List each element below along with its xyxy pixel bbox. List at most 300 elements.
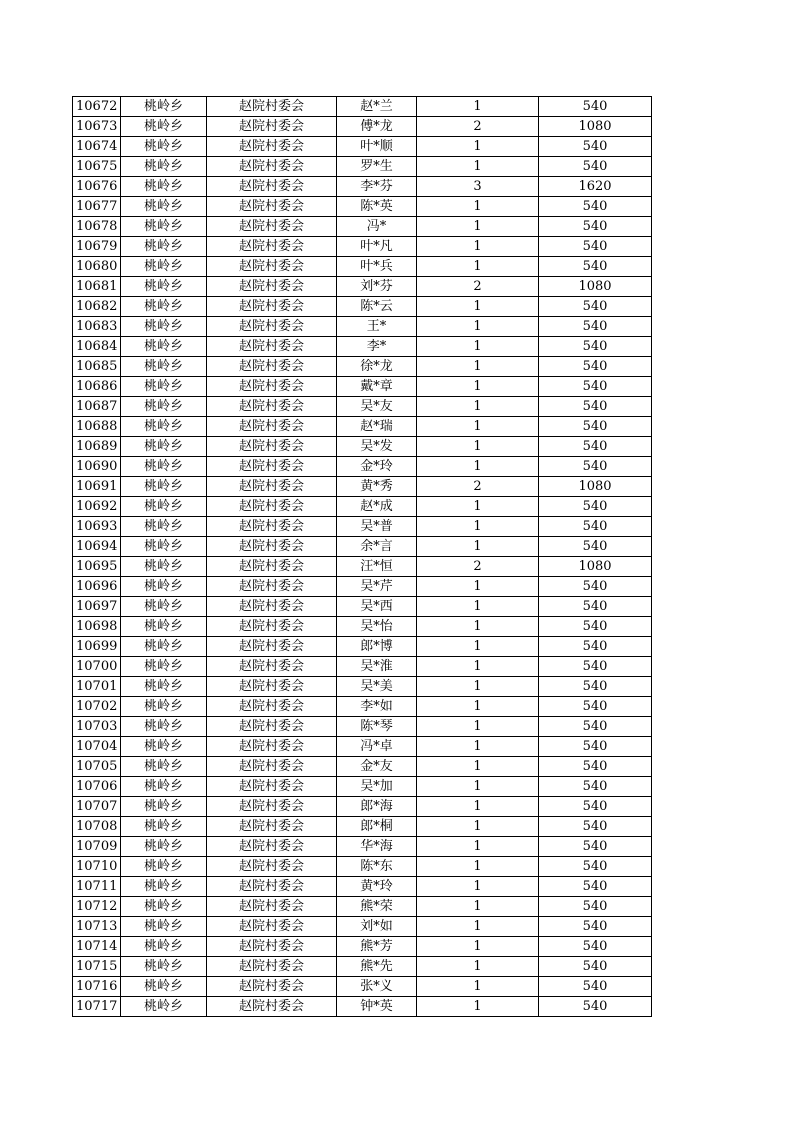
- village-committee-cell: 赵院村委会: [207, 317, 337, 337]
- table-row: [73, 97, 652, 117]
- township-cell: 桃岭乡: [121, 757, 207, 777]
- record-id-cell: 10694: [73, 537, 121, 557]
- table-row: [73, 857, 652, 877]
- amount-cell: 540: [539, 957, 652, 977]
- village-committee-cell: 赵院村委会: [207, 897, 337, 917]
- township-cell: 桃岭乡: [121, 257, 207, 277]
- township-cell: 桃岭乡: [121, 897, 207, 917]
- table-row: [73, 417, 652, 437]
- table-row: [73, 377, 652, 397]
- household-count-cell: 1: [417, 257, 539, 277]
- amount-cell: 540: [539, 417, 652, 437]
- table-row: [73, 117, 652, 137]
- township-cell: 桃岭乡: [121, 777, 207, 797]
- household-count-cell: 1: [417, 137, 539, 157]
- table-row: [73, 497, 652, 517]
- person-name-cell: 徐*龙: [337, 357, 417, 377]
- table-row: [73, 317, 652, 337]
- township-cell: 桃岭乡: [121, 377, 207, 397]
- village-committee-cell: 赵院村委会: [207, 397, 337, 417]
- village-committee-cell: 赵院村委会: [207, 937, 337, 957]
- amount-cell: 540: [539, 977, 652, 997]
- record-id-cell: 10697: [73, 597, 121, 617]
- village-committee-cell: 赵院村委会: [207, 357, 337, 377]
- township-cell: 桃岭乡: [121, 317, 207, 337]
- person-name-cell: 郎*海: [337, 797, 417, 817]
- household-count-cell: 1: [417, 317, 539, 337]
- household-count-cell: 2: [417, 277, 539, 297]
- village-committee-cell: 赵院村委会: [207, 917, 337, 937]
- village-committee-cell: 赵院村委会: [207, 557, 337, 577]
- record-id-cell: 10696: [73, 577, 121, 597]
- household-count-cell: 1: [417, 657, 539, 677]
- amount-cell: 540: [539, 537, 652, 557]
- person-name-cell: 叶*凡: [337, 237, 417, 257]
- person-name-cell: 陈*英: [337, 197, 417, 217]
- household-count-cell: 1: [417, 297, 539, 317]
- village-committee-cell: 赵院村委会: [207, 657, 337, 677]
- record-id-cell: 10716: [73, 977, 121, 997]
- village-committee-cell: 赵院村委会: [207, 837, 337, 857]
- household-count-cell: 3: [417, 177, 539, 197]
- household-count-cell: 1: [417, 157, 539, 177]
- person-name-cell: 郎*博: [337, 637, 417, 657]
- household-count-cell: 1: [417, 537, 539, 557]
- table-row: [73, 297, 652, 317]
- record-id-cell: 10681: [73, 277, 121, 297]
- amount-cell: 540: [539, 817, 652, 837]
- record-id-cell: 10690: [73, 457, 121, 477]
- village-committee-cell: 赵院村委会: [207, 777, 337, 797]
- amount-cell: 540: [539, 857, 652, 877]
- record-id-cell: 10709: [73, 837, 121, 857]
- township-cell: 桃岭乡: [121, 537, 207, 557]
- table-row: [73, 577, 652, 597]
- village-committee-cell: 赵院村委会: [207, 797, 337, 817]
- amount-cell: 540: [539, 757, 652, 777]
- amount-cell: 540: [539, 357, 652, 377]
- table-row: [73, 677, 652, 697]
- household-count-cell: 1: [417, 937, 539, 957]
- household-count-cell: 1: [417, 457, 539, 477]
- township-cell: 桃岭乡: [121, 977, 207, 997]
- amount-cell: 540: [539, 737, 652, 757]
- record-id-cell: 10676: [73, 177, 121, 197]
- record-id-cell: 10687: [73, 397, 121, 417]
- household-count-cell: 1: [417, 517, 539, 537]
- village-committee-cell: 赵院村委会: [207, 477, 337, 497]
- table-row: [73, 717, 652, 737]
- record-id-cell: 10680: [73, 257, 121, 277]
- person-name-cell: 刘*如: [337, 917, 417, 937]
- township-cell: 桃岭乡: [121, 717, 207, 737]
- amount-cell: 540: [539, 297, 652, 317]
- person-name-cell: 赵*成: [337, 497, 417, 517]
- table-row: [73, 177, 652, 197]
- table-row: [73, 557, 652, 577]
- person-name-cell: 吴*怡: [337, 617, 417, 637]
- amount-cell: 1080: [539, 477, 652, 497]
- household-count-cell: 1: [417, 437, 539, 457]
- person-name-cell: 吴*发: [337, 437, 417, 457]
- person-name-cell: 吴*淮: [337, 657, 417, 677]
- village-committee-cell: 赵院村委会: [207, 177, 337, 197]
- amount-cell: 540: [539, 377, 652, 397]
- table-row: [73, 257, 652, 277]
- township-cell: 桃岭乡: [121, 97, 207, 117]
- amount-cell: 540: [539, 137, 652, 157]
- record-id-cell: 10677: [73, 197, 121, 217]
- record-id-cell: 10703: [73, 717, 121, 737]
- amount-cell: 540: [539, 237, 652, 257]
- record-id-cell: 10710: [73, 857, 121, 877]
- record-id-cell: 10715: [73, 957, 121, 977]
- amount-cell: 540: [539, 577, 652, 597]
- record-id-cell: 10674: [73, 137, 121, 157]
- amount-cell: 540: [539, 877, 652, 897]
- record-id-cell: 10713: [73, 917, 121, 937]
- amount-cell: 1080: [539, 277, 652, 297]
- table-row: [73, 977, 652, 997]
- person-name-cell: 熊*荣: [337, 897, 417, 917]
- household-count-cell: 1: [417, 957, 539, 977]
- village-committee-cell: 赵院村委会: [207, 757, 337, 777]
- record-id-cell: 10672: [73, 97, 121, 117]
- person-name-cell: 张*义: [337, 977, 417, 997]
- table-row: [73, 617, 652, 637]
- table-row: [73, 217, 652, 237]
- village-committee-cell: 赵院村委会: [207, 697, 337, 717]
- record-id-cell: 10708: [73, 817, 121, 837]
- table-row: [73, 957, 652, 977]
- village-committee-cell: 赵院村委会: [207, 97, 337, 117]
- township-cell: 桃岭乡: [121, 857, 207, 877]
- amount-cell: 540: [539, 717, 652, 737]
- amount-cell: 540: [539, 337, 652, 357]
- person-name-cell: 金*友: [337, 757, 417, 777]
- household-count-cell: 1: [417, 697, 539, 717]
- village-committee-cell: 赵院村委会: [207, 737, 337, 757]
- township-cell: 桃岭乡: [121, 637, 207, 657]
- village-committee-cell: 赵院村委会: [207, 817, 337, 837]
- village-committee-cell: 赵院村委会: [207, 297, 337, 317]
- record-id-cell: 10688: [73, 417, 121, 437]
- table-row: [73, 477, 652, 497]
- table-row: [73, 157, 652, 177]
- amount-cell: 1080: [539, 117, 652, 137]
- village-committee-cell: 赵院村委会: [207, 337, 337, 357]
- township-cell: 桃岭乡: [121, 117, 207, 137]
- record-id-cell: 10683: [73, 317, 121, 337]
- township-cell: 桃岭乡: [121, 137, 207, 157]
- township-cell: 桃岭乡: [121, 837, 207, 857]
- record-id-cell: 10698: [73, 617, 121, 637]
- person-name-cell: 赵*兰: [337, 97, 417, 117]
- village-committee-cell: 赵院村委会: [207, 857, 337, 877]
- amount-cell: 540: [539, 617, 652, 637]
- person-name-cell: 刘*芬: [337, 277, 417, 297]
- household-count-cell: 1: [417, 997, 539, 1017]
- household-count-cell: 1: [417, 237, 539, 257]
- person-name-cell: 吴*芹: [337, 577, 417, 597]
- village-committee-cell: 赵院村委会: [207, 417, 337, 437]
- record-id-cell: 10705: [73, 757, 121, 777]
- person-name-cell: 冯*: [337, 217, 417, 237]
- village-committee-cell: 赵院村委会: [207, 497, 337, 517]
- township-cell: 桃岭乡: [121, 737, 207, 757]
- table-row: [73, 397, 652, 417]
- village-committee-cell: 赵院村委会: [207, 677, 337, 697]
- record-id-cell: 10699: [73, 637, 121, 657]
- record-id-cell: 10684: [73, 337, 121, 357]
- person-name-cell: 李*芬: [337, 177, 417, 197]
- township-cell: 桃岭乡: [121, 817, 207, 837]
- table-row: [73, 797, 652, 817]
- amount-cell: 540: [539, 797, 652, 817]
- person-name-cell: 郎*桐: [337, 817, 417, 837]
- township-cell: 桃岭乡: [121, 797, 207, 817]
- amount-cell: 540: [539, 897, 652, 917]
- township-cell: 桃岭乡: [121, 657, 207, 677]
- table-row: [73, 537, 652, 557]
- township-cell: 桃岭乡: [121, 577, 207, 597]
- table-row: [73, 897, 652, 917]
- amount-cell: 540: [539, 157, 652, 177]
- village-committee-cell: 赵院村委会: [207, 877, 337, 897]
- village-committee-cell: 赵院村委会: [207, 977, 337, 997]
- household-count-cell: 1: [417, 217, 539, 237]
- amount-cell: 540: [539, 457, 652, 477]
- village-committee-cell: 赵院村委会: [207, 717, 337, 737]
- township-cell: 桃岭乡: [121, 297, 207, 317]
- household-count-cell: 1: [417, 817, 539, 837]
- village-committee-cell: 赵院村委会: [207, 137, 337, 157]
- amount-cell: 540: [539, 637, 652, 657]
- person-name-cell: 叶*兵: [337, 257, 417, 277]
- village-committee-cell: 赵院村委会: [207, 457, 337, 477]
- household-count-cell: 1: [417, 917, 539, 937]
- person-name-cell: 钟*英: [337, 997, 417, 1017]
- record-id-cell: 10682: [73, 297, 121, 317]
- township-cell: 桃岭乡: [121, 937, 207, 957]
- record-id-cell: 10691: [73, 477, 121, 497]
- household-count-cell: 1: [417, 897, 539, 917]
- amount-cell: 540: [539, 837, 652, 857]
- household-count-cell: 1: [417, 97, 539, 117]
- table-row: [73, 657, 652, 677]
- table-row: [73, 757, 652, 777]
- record-id-cell: 10678: [73, 217, 121, 237]
- person-name-cell: 傅*龙: [337, 117, 417, 137]
- village-committee-cell: 赵院村委会: [207, 997, 337, 1017]
- township-cell: 桃岭乡: [121, 237, 207, 257]
- township-cell: 桃岭乡: [121, 157, 207, 177]
- table-row: [73, 997, 652, 1017]
- household-count-cell: 1: [417, 197, 539, 217]
- person-name-cell: 陈*东: [337, 857, 417, 877]
- record-id-cell: 10714: [73, 937, 121, 957]
- township-cell: 桃岭乡: [121, 597, 207, 617]
- village-committee-cell: 赵院村委会: [207, 617, 337, 637]
- household-count-cell: 1: [417, 357, 539, 377]
- person-name-cell: 黄*玲: [337, 877, 417, 897]
- township-cell: 桃岭乡: [121, 477, 207, 497]
- township-cell: 桃岭乡: [121, 417, 207, 437]
- amount-cell: 540: [539, 697, 652, 717]
- amount-cell: 540: [539, 917, 652, 937]
- village-committee-cell: 赵院村委会: [207, 377, 337, 397]
- record-id-cell: 10711: [73, 877, 121, 897]
- township-cell: 桃岭乡: [121, 177, 207, 197]
- table-row: [73, 237, 652, 257]
- table-row: [73, 637, 652, 657]
- household-count-cell: 1: [417, 417, 539, 437]
- village-committee-cell: 赵院村委会: [207, 637, 337, 657]
- township-cell: 桃岭乡: [121, 437, 207, 457]
- person-name-cell: 黄*秀: [337, 477, 417, 497]
- table-row: [73, 437, 652, 457]
- household-count-cell: 1: [417, 397, 539, 417]
- table-row: [73, 357, 652, 377]
- household-count-cell: 1: [417, 737, 539, 757]
- record-id-cell: 10692: [73, 497, 121, 517]
- table-row: [73, 277, 652, 297]
- village-committee-cell: 赵院村委会: [207, 117, 337, 137]
- record-id-cell: 10704: [73, 737, 121, 757]
- person-name-cell: 吴*美: [337, 677, 417, 697]
- amount-cell: 540: [539, 97, 652, 117]
- table-row: [73, 877, 652, 897]
- township-cell: 桃岭乡: [121, 337, 207, 357]
- village-committee-cell: 赵院村委会: [207, 157, 337, 177]
- amount-cell: 540: [539, 597, 652, 617]
- household-count-cell: 1: [417, 677, 539, 697]
- township-cell: 桃岭乡: [121, 217, 207, 237]
- person-name-cell: 李*如: [337, 697, 417, 717]
- household-count-cell: 1: [417, 377, 539, 397]
- village-committee-cell: 赵院村委会: [207, 217, 337, 237]
- household-count-cell: 2: [417, 557, 539, 577]
- record-id-cell: 10695: [73, 557, 121, 577]
- household-count-cell: 1: [417, 497, 539, 517]
- table-row: [73, 917, 652, 937]
- person-name-cell: 王*: [337, 317, 417, 337]
- record-id-cell: 10686: [73, 377, 121, 397]
- village-committee-cell: 赵院村委会: [207, 537, 337, 557]
- township-cell: 桃岭乡: [121, 677, 207, 697]
- village-committee-cell: 赵院村委会: [207, 957, 337, 977]
- person-name-cell: 李*: [337, 337, 417, 357]
- table-row: [73, 197, 652, 217]
- person-name-cell: 余*言: [337, 537, 417, 557]
- household-count-cell: 1: [417, 877, 539, 897]
- person-name-cell: 陈*琴: [337, 717, 417, 737]
- person-name-cell: 戴*章: [337, 377, 417, 397]
- person-name-cell: 叶*顺: [337, 137, 417, 157]
- village-committee-cell: 赵院村委会: [207, 597, 337, 617]
- township-cell: 桃岭乡: [121, 617, 207, 637]
- subsidy-table: [72, 96, 652, 1017]
- person-name-cell: 熊*芳: [337, 937, 417, 957]
- amount-cell: 540: [539, 677, 652, 697]
- table-row: [73, 777, 652, 797]
- household-count-cell: 1: [417, 977, 539, 997]
- person-name-cell: 赵*瑞: [337, 417, 417, 437]
- person-name-cell: 汪*恒: [337, 557, 417, 577]
- person-name-cell: 陈*云: [337, 297, 417, 317]
- village-committee-cell: 赵院村委会: [207, 277, 337, 297]
- record-id-cell: 10706: [73, 777, 121, 797]
- amount-cell: 540: [539, 777, 652, 797]
- township-cell: 桃岭乡: [121, 997, 207, 1017]
- township-cell: 桃岭乡: [121, 277, 207, 297]
- amount-cell: 540: [539, 217, 652, 237]
- amount-cell: 540: [539, 997, 652, 1017]
- person-name-cell: 金*玲: [337, 457, 417, 477]
- village-committee-cell: 赵院村委会: [207, 237, 337, 257]
- household-count-cell: 1: [417, 857, 539, 877]
- township-cell: 桃岭乡: [121, 457, 207, 477]
- table-row: [73, 137, 652, 157]
- amount-cell: 540: [539, 497, 652, 517]
- table-row: [73, 517, 652, 537]
- household-count-cell: 1: [417, 797, 539, 817]
- household-count-cell: 2: [417, 477, 539, 497]
- table-body: [73, 97, 652, 1017]
- table-row: [73, 817, 652, 837]
- amount-cell: 540: [539, 657, 652, 677]
- household-count-cell: 2: [417, 117, 539, 137]
- amount-cell: 1080: [539, 557, 652, 577]
- person-name-cell: 吴*普: [337, 517, 417, 537]
- township-cell: 桃岭乡: [121, 957, 207, 977]
- record-id-cell: 10673: [73, 117, 121, 137]
- record-id-cell: 10701: [73, 677, 121, 697]
- record-id-cell: 10707: [73, 797, 121, 817]
- amount-cell: 540: [539, 397, 652, 417]
- household-count-cell: 1: [417, 637, 539, 657]
- household-count-cell: 1: [417, 777, 539, 797]
- household-count-cell: 1: [417, 837, 539, 857]
- household-count-cell: 1: [417, 597, 539, 617]
- township-cell: 桃岭乡: [121, 917, 207, 937]
- village-committee-cell: 赵院村委会: [207, 577, 337, 597]
- record-id-cell: 10689: [73, 437, 121, 457]
- person-name-cell: 熊*先: [337, 957, 417, 977]
- record-id-cell: 10693: [73, 517, 121, 537]
- township-cell: 桃岭乡: [121, 877, 207, 897]
- household-count-cell: 1: [417, 717, 539, 737]
- record-id-cell: 10700: [73, 657, 121, 677]
- table-row: [73, 937, 652, 957]
- person-name-cell: 华*海: [337, 837, 417, 857]
- record-id-cell: 10712: [73, 897, 121, 917]
- township-cell: 桃岭乡: [121, 497, 207, 517]
- township-cell: 桃岭乡: [121, 197, 207, 217]
- township-cell: 桃岭乡: [121, 397, 207, 417]
- person-name-cell: 吴*友: [337, 397, 417, 417]
- amount-cell: 540: [539, 197, 652, 217]
- township-cell: 桃岭乡: [121, 697, 207, 717]
- household-count-cell: 1: [417, 337, 539, 357]
- table-row: [73, 737, 652, 757]
- table-row: [73, 337, 652, 357]
- amount-cell: 540: [539, 257, 652, 277]
- household-count-cell: 1: [417, 577, 539, 597]
- person-name-cell: 吴*加: [337, 777, 417, 797]
- record-id-cell: 10717: [73, 997, 121, 1017]
- village-committee-cell: 赵院村委会: [207, 197, 337, 217]
